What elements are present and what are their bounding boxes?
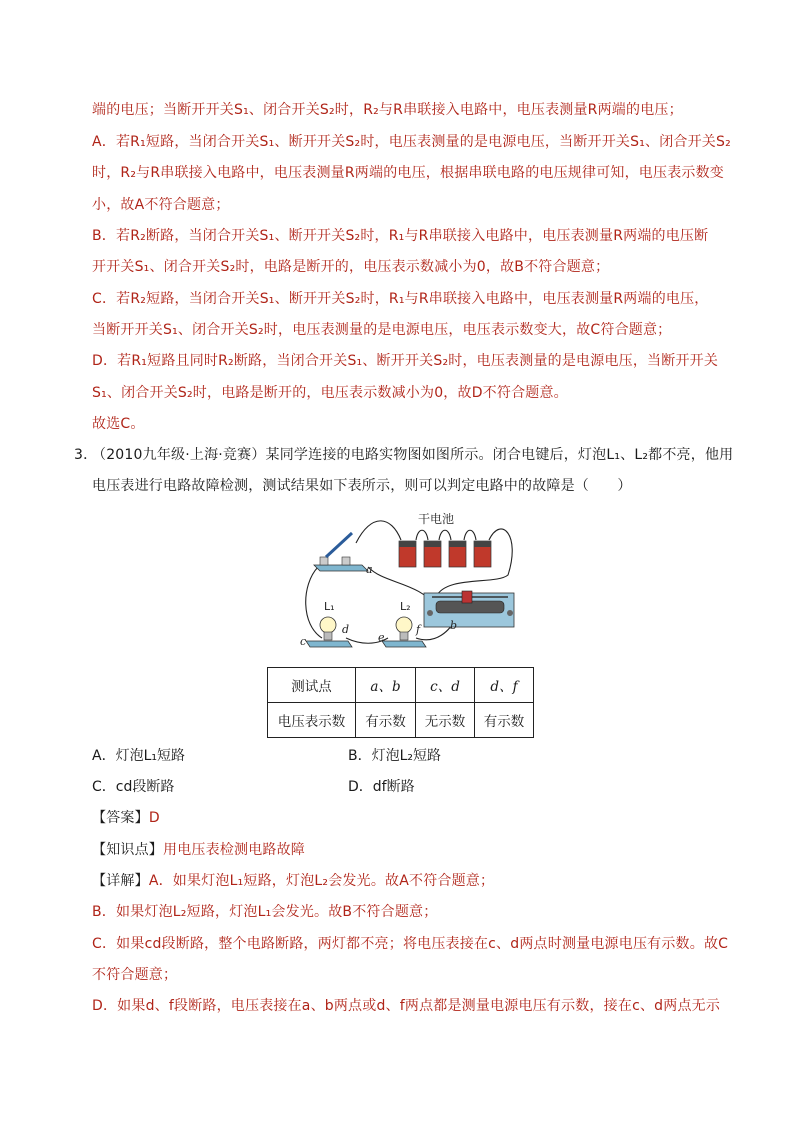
detail-line: C．如果cd段断路，整个电路断路，两灯都不亮；将电压表接在c、d两点时测量电源电压有示数。故C xyxy=(92,936,729,952)
rheostat xyxy=(424,591,514,627)
table-cell: d、f xyxy=(475,668,534,703)
point-c-label: c xyxy=(300,635,307,648)
detail-line: B．如果灯泡L₂短路，灯泡L₁会发光。故B不符合题意； xyxy=(92,904,438,920)
table-row xyxy=(268,668,534,703)
point-d-label: d xyxy=(342,623,350,636)
battery-cap xyxy=(424,541,441,547)
option-b: B．灯泡L₂短路 xyxy=(348,748,442,764)
text-line: B．若R₂断路，当闭合开关S₁、断开开关S₂时，R₁与R串联接入电路中，电压表测量R两端的电压断 xyxy=(92,228,709,244)
lamp-l1-label: L₁ xyxy=(324,600,335,613)
point-b-label: b xyxy=(450,619,458,632)
text-line: D．若R₁短路且同时R₂断路，当闭合开关S₁、断开开关S₂时，电压表测量的是电源电压，当断开开关 xyxy=(92,353,719,369)
battery-cap xyxy=(474,541,491,547)
option-d: D．df断路 xyxy=(348,779,415,795)
detail-text: A．如果灯泡L₁短路，灯泡L₂会发光。故A不符合题意； xyxy=(148,873,495,889)
text-line: 小，故A不符合题意； xyxy=(92,197,230,213)
knowledge-value: 用电压表检测电路故障 xyxy=(163,842,305,858)
question-number: 3． xyxy=(74,447,98,463)
switch xyxy=(314,533,368,571)
table-cell: a、b xyxy=(356,668,416,703)
battery-group xyxy=(399,541,491,567)
lamp-l2-label: L₂ xyxy=(400,600,411,613)
battery-label: 干电池 xyxy=(418,512,455,526)
text-line: 时，R₂与R串联接入电路中，电压表测量R两端的电压，根据串联电路的电压规律可知，电压表示数变 xyxy=(92,165,724,181)
detail-line: D．如果d、f段断路，电压表接在a、b两点或d、f两点都是测量电源电压有示数，接在c、d两点无示 xyxy=(92,998,721,1014)
question-line: （2010九年级·上海·竞赛）某同学连接的电路实物图如图所示。闭合电键后，灯泡L₁、L₂都不亮，他用 xyxy=(92,447,734,463)
detail-line: 不符合题意； xyxy=(92,967,178,983)
point-e-label: e xyxy=(378,631,385,644)
circuit-figure xyxy=(296,505,522,655)
question-line: 电压表进行电路故障检测，测试结果如下表所示，则可以判定电路中的故障是（ ） xyxy=(92,478,632,494)
table-cell: c、d xyxy=(416,668,475,703)
detail-tag: 【详解】 xyxy=(92,873,149,889)
table-row xyxy=(268,703,534,738)
text-line: 当断开开关S₁、闭合开关S₂时，电压表测量的是电源电压，电压表示数变大，故C符合题意； xyxy=(92,322,672,338)
table-cell: 有示数 xyxy=(356,703,416,738)
text-line: 端的电压；当断开开关S₁、闭合开关S₂时，R₂与R串联接入电路中，电压表测量R两端的电压； xyxy=(92,102,683,118)
battery-cap xyxy=(449,541,466,547)
text-line: 故选C。 xyxy=(92,416,145,432)
option-c: C．cd段断路 xyxy=(92,779,175,795)
knowledge-tag: 【知识点】 xyxy=(92,842,163,858)
text-line: S₁、闭合开关S₂时，电路是断开的，电压表示数减小为0，故D不符合题意。 xyxy=(92,385,568,401)
battery-cap xyxy=(399,541,416,547)
point-a-label: a xyxy=(366,563,373,576)
point-f-label: f xyxy=(416,623,421,636)
table-cell: 测试点 xyxy=(268,668,356,703)
answer-line xyxy=(92,808,160,828)
table-cell: 有示数 xyxy=(475,703,534,738)
answer-tag: 【答案】 xyxy=(92,810,149,826)
text-line: C．若R₂短路，当闭合开关S₁、断开开关S₂时，R₁与R串联接入电路中，电压表测量R两端的电压， xyxy=(92,291,709,307)
knowledge-line xyxy=(92,840,305,860)
table-cell: 无示数 xyxy=(416,703,475,738)
table-cell: 电压表示数 xyxy=(268,703,356,738)
option-a: A．灯泡L₁短路 xyxy=(92,748,185,764)
text-line: 开开关S₁、闭合开关S₂时，电路是断开的，电压表示数减小为0，故B不符合题意； xyxy=(92,259,610,275)
text-line: A．若R₁短路，当闭合开关S₁、断开开关S₂时，电压表测量的是电源电压，当断开开关S₁、闭合开关S₂ xyxy=(92,134,731,150)
test-result-table xyxy=(267,667,534,738)
answer-value: D xyxy=(148,810,160,826)
detail-line xyxy=(92,871,494,891)
